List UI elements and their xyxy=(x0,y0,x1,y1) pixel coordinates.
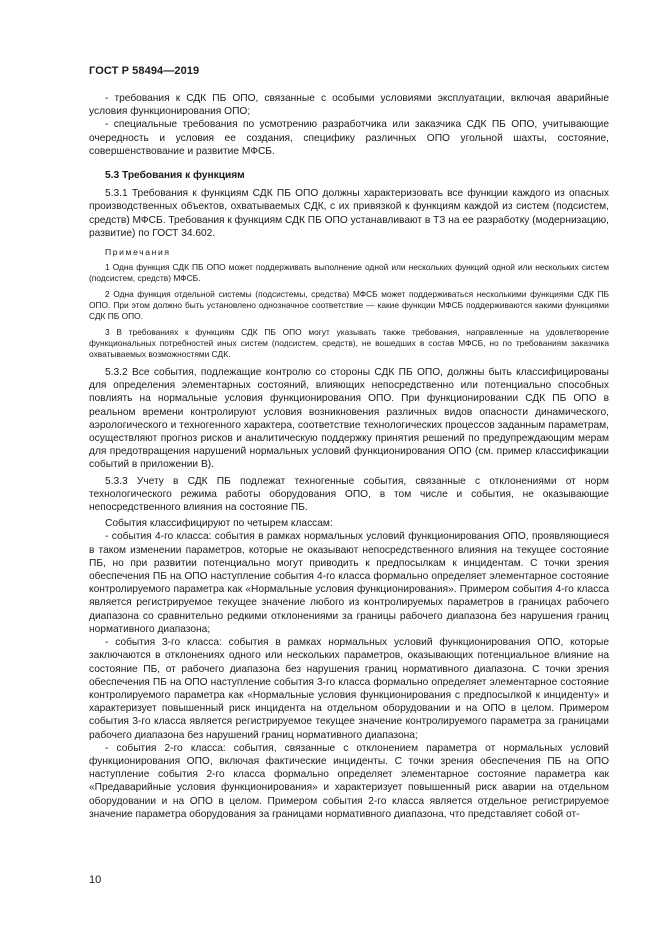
notes-title: Примечания xyxy=(105,247,171,258)
document-body xyxy=(89,92,609,821)
paragraph-class-4: - события 4-го класса: события в рамках нормальных условий функционирования ОПО, проявляющиеся в таком изменении параметров, которые не оказывают непосредственного влияния на текущее состояние ПБ, но при развитии потенциально могут приводить к предпосылкам к инцидентам. С точки зрения обеспечения ПБ на ОПО наступление события 4-го класса формально определяет элементарное состояние контролируемого параметра как «Нормальные условия функционирования». Примером события 4-го класса является регистрируемое текущее значение любого из контролируемых параметров в границах рабочего диапазона со сравнительно редкими отклонениями за границы рабочего диапазона без нарушения границ нормативного диапазона; xyxy=(89,531,609,635)
note-2: 2 Одна функция отдельной системы (подсистемы, средства) МФСБ может поддерживаться несколькими функциями СДК ПБ ОПО. При этом должно быть установлено однозначное соответствие — какие функции МФСБ поддерживаются какими функциями СДК ПБ ОПО. xyxy=(89,289,609,322)
paragraph-requirement-special-conditions: - требования к СДК ПБ ОПО, связанные с особыми условиями эксплуатации, включая аварийные условия функционирования ОПО; xyxy=(89,93,609,118)
paragraph-5-3-2: 5.3.2 Все события, подлежащие контролю со стороны СДК ПБ ОПО, должны быть классифицированы для определения элементарных состояний, влияющих непосредственно или потенциально способных повлиять на нормальные условия функционирования ОПО. При функционировании СДК ПБ ОПО в реальном времени контролируют условия возникновения различных видов опасности динамического, аэрологического и техногенного характера, соответствие технологических процессов заданным параметрам, осуществляют прогноз рисков и аналитическую поддержку принятия решений по предупреждающим мерам для предотвращения нарушений нормальных условий функционирования ОПО (см. пример классификации событий в приложении В). xyxy=(89,367,609,471)
paragraph-class-2: - события 2-го класса: события, связанные с отклонением параметра от нормальных условий функционирования ОПО, включая фактические инциденты. С точки зрения обеспечения ПБ на ОПО наступление события 2-го класса формально определяет элементарное состояние параметра как «Предаварийные условия функционирования» и характеризует повышенный риск аварии на отдельном оборудовании и на ОПО в целом. Примером события 2-го класса является отдельное регистрируемое значение параметра оборудования за границами нормативного диапазона, что представляет собой от- xyxy=(89,742,609,820)
paragraph-5-3-3: 5.3.3 Учету в СДК ПБ подлежат техногенные события, связанные с отклонениями от норм технологического режима работы оборудования ОПО, в том числе и события, не оказывающие непосредственного влияния на состояние ПБ. xyxy=(89,475,609,514)
document-header-id: ГОСТ Р 58494—2019 xyxy=(89,65,200,77)
paragraph-class-3: - события 3-го класса: события в рамках нормальных условий функционирования ОПО, которые заключаются в отклонениях одного или нескольких параметров, оказывающих потенциальное влияние на состояние ПБ, от рабочего диапазона без нарушения границ нормативного диапазона. С точки зрения обеспечения ПБ на ОПО наступление события 3-го класса формально определяет элементарное состояние контролируемого параметра как «Нормальные условия функционирования с предпосылкой к инциденту» и характеризует повышенный риск инцидента на отдельном оборудовании и на ОПО в целом. Примером события 3-го класса является регистрируемое текущее значение контролируемого параметра за границами рабочего диапазона без нарушений границ нормативного диапазона; xyxy=(89,637,609,741)
page-number: 10 xyxy=(89,874,102,886)
paragraph-classes-intro: События классифицируют по четырем классам: xyxy=(105,518,333,530)
note-1: 1 Одна функция СДК ПБ ОПО может поддерживать выполнение одной или нескольких функций одной или нескольких систем (подсистем, средств) МФСБ. xyxy=(89,262,609,284)
note-3: 3 В требованиях к функциям СДК ПБ ОПО могут указывать также требования, направленные на удовлетворение функциональных потребностей иных систем (подсистем, средств), не вошедших в состав МФСБ, но по требованиям заказчика охватываемых возможностями СДК. xyxy=(89,327,609,360)
paragraph-5-3-1: 5.3.1 Требования к функциям СДК ПБ ОПО должны характеризовать все функции каждого из опасных производственных объектов, охватываемых СДК, с их привязкой к функциям каждой из систем (подсистем, средств) МФСБ. Требования к функциям СДК ПБ ОПО устанавливают в ТЗ на ее разработку (модернизацию, развитие) по ГОСТ 34.602. xyxy=(89,188,609,239)
section-heading: 5.3 Требования к функциям xyxy=(105,170,245,182)
paragraph-requirement-customer: - специальные требования по усмотрению разработчика или заказчика СДК ПБ ОПО, учитывающие очередность и условия ее создания, специфику различных ОПО угольной шахты, состояние, совершенствование и развитие МФСБ. xyxy=(89,119,609,157)
